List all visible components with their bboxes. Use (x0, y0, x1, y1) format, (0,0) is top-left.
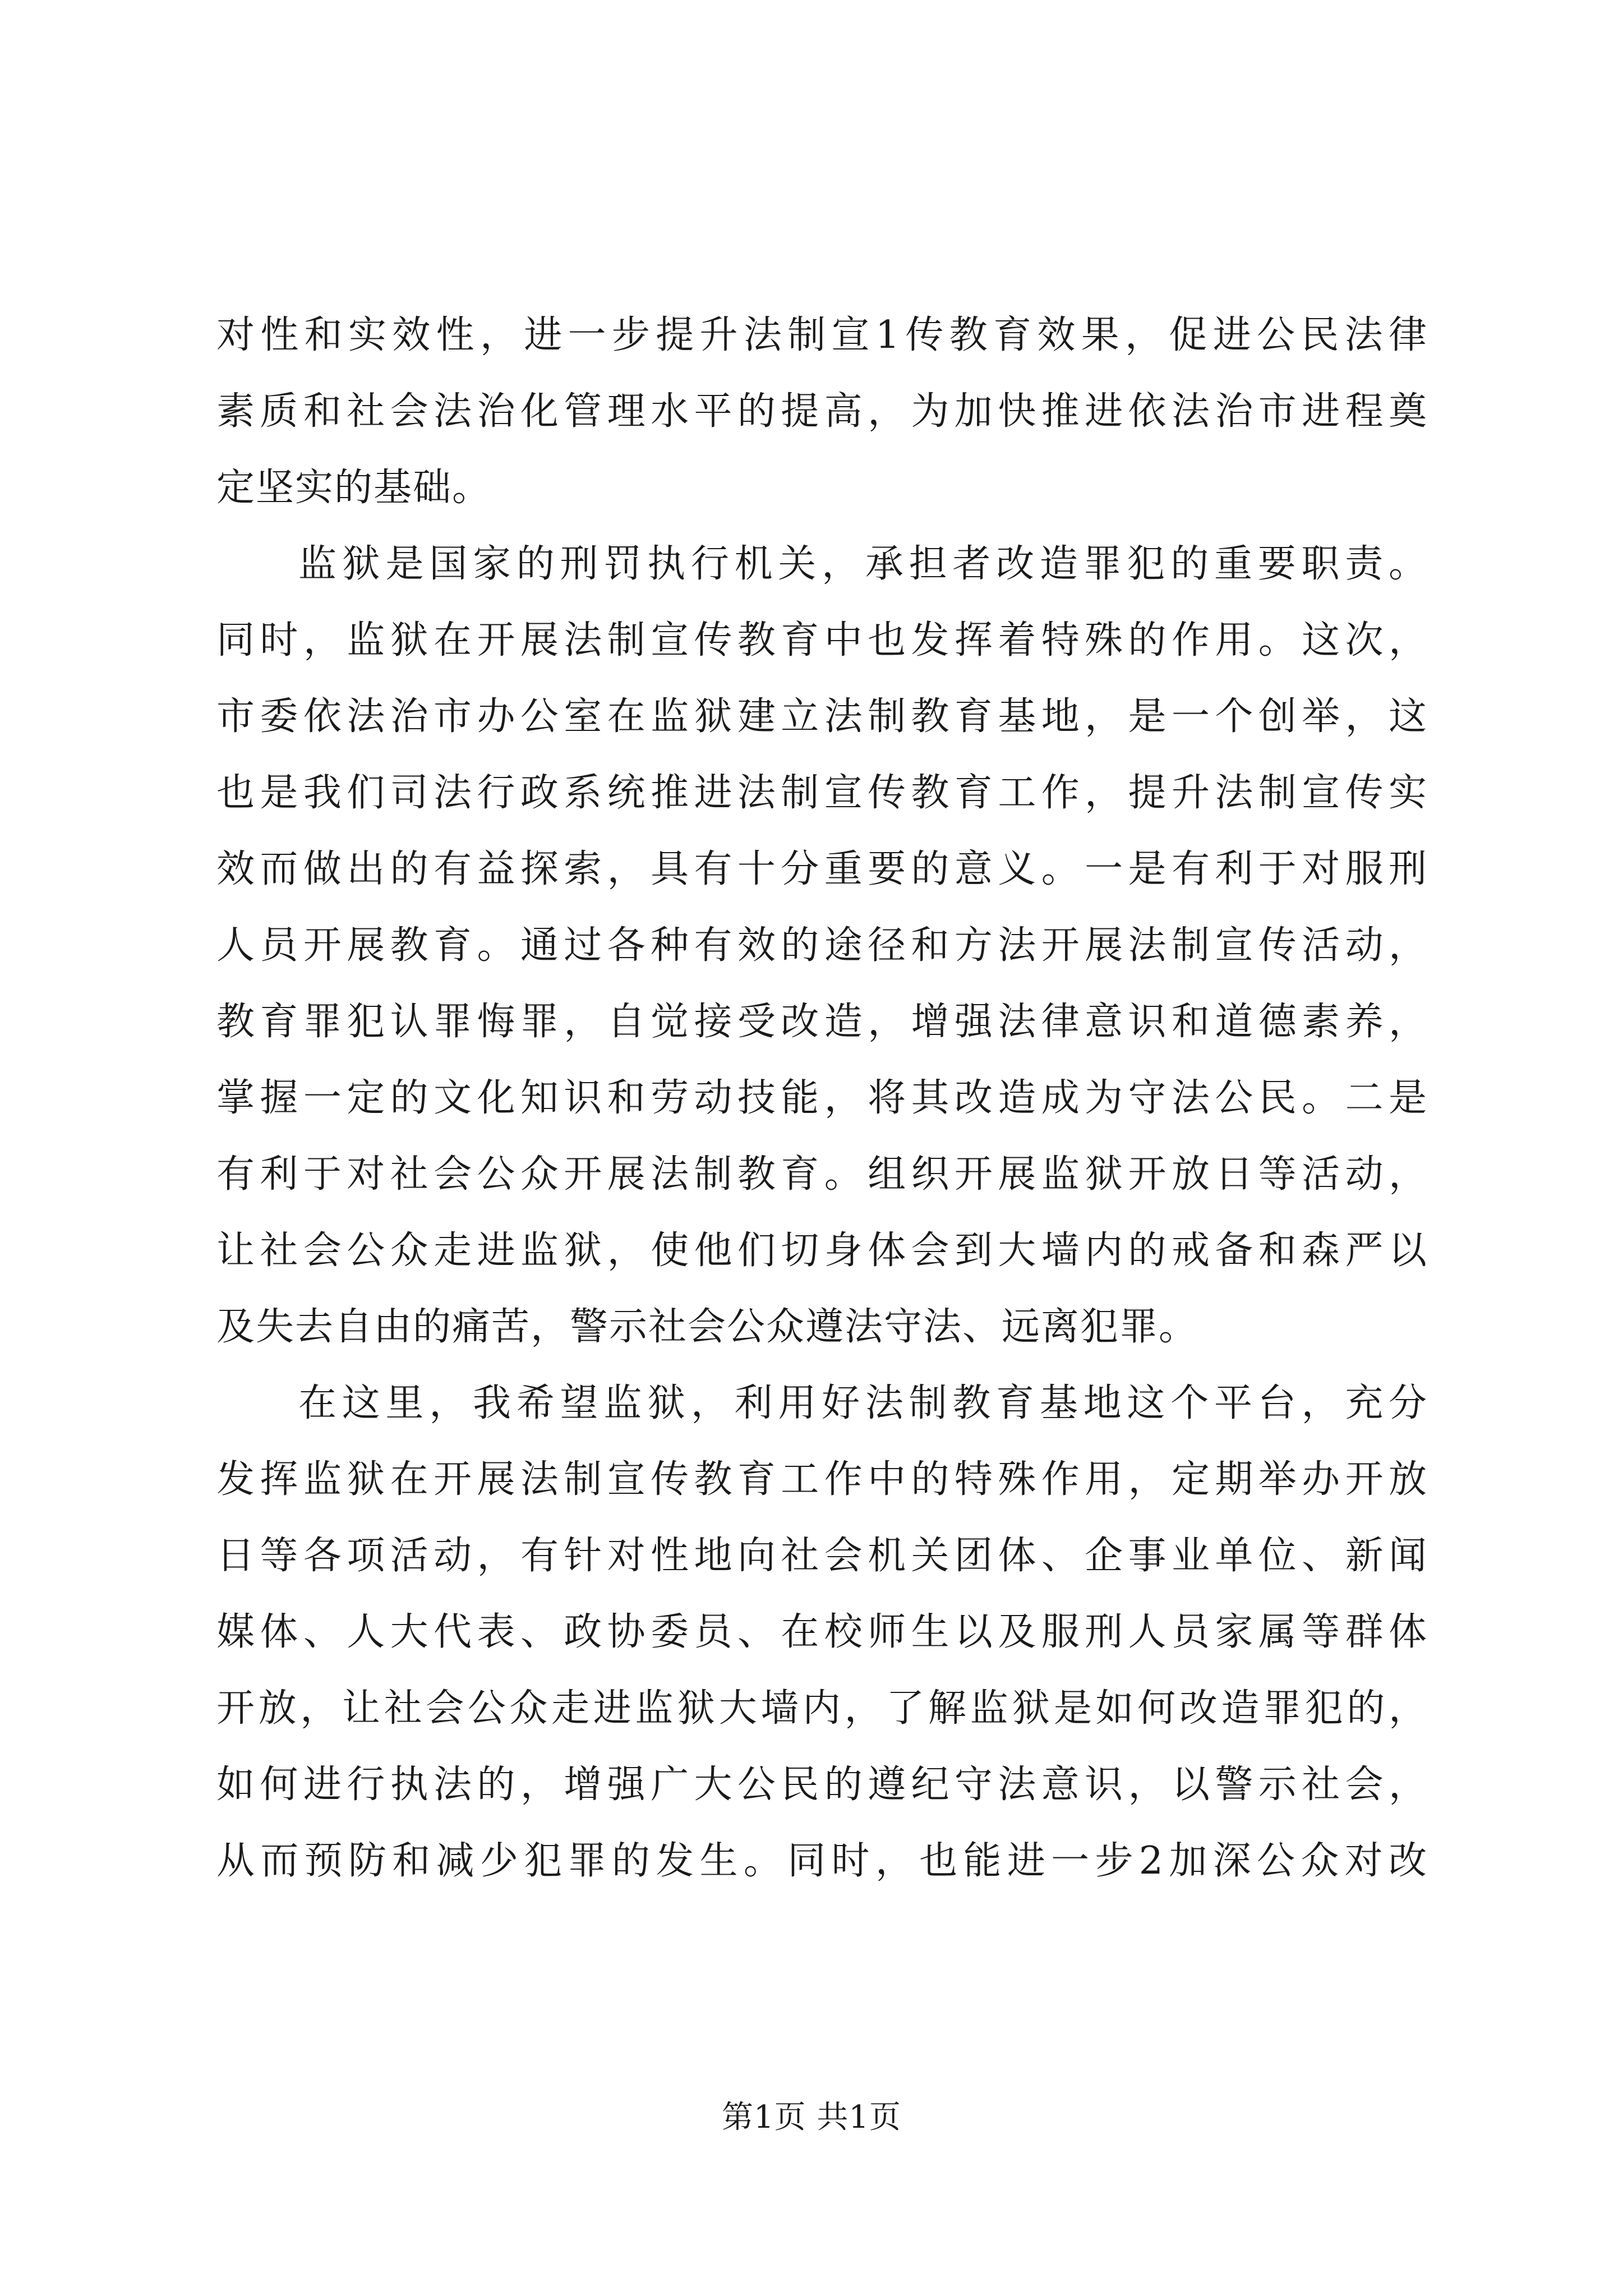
text-line: 对性和实效性，进一步提升法制宣1传教育效果，促进公民法律 (216, 313, 1428, 357)
text-line: 监狱是国家的刑罚执行机关，承担者改造罪犯的重要职责。 (298, 542, 1428, 586)
page-footer: 第1页 共1页 (721, 2099, 902, 2136)
text-line: 让社会公众走进监狱，使他们切身体会到大墙内的戒备和森严以 (216, 1228, 1428, 1273)
text-line: 有利于对社会公众开展法制教育。组织开展监狱开放日等活动， (216, 1152, 1428, 1197)
text-line: 日等各项活动，有针对性地向社会机关团体、企事业单位、新闻 (216, 1534, 1428, 1578)
text-line: 同时，监狱在开展法制宣传教育中也发挥着特殊的作用。这次， (216, 618, 1428, 662)
text-line: 定坚实的基础。 (216, 466, 492, 510)
text-line: 掌握一定的文化知识和劳动技能，将其改造成为守法公民。二是 (216, 1076, 1428, 1120)
text-line: 及失去自由的痛苦，警示社会公众遵法守法、远离犯罪。 (216, 1305, 1198, 1349)
text-line: 人员开展教育。通过各种有效的途径和方法开展法制宣传活动， (216, 923, 1428, 968)
text-line: 开放，让社会公众走进监狱大墙内，了解监狱是如何改造罪犯的， (216, 1686, 1428, 1731)
text-line: 在这里，我希望监狱，利用好法制教育基地这个平台，充分 (298, 1381, 1428, 1425)
text-line: 如何进行执法的，增强广大公民的遵纪守法意识，以警示社会， (216, 1763, 1428, 1807)
text-line: 发挥监狱在开展法制宣传教育工作中的特殊作用，定期举办开放 (216, 1457, 1428, 1502)
text-line: 效而做出的有益探索，具有十分重要的意义。一是有利于对服刑 (216, 847, 1428, 891)
text-line: 教育罪犯认罪悔罪，自觉接受改造，增强法律意识和道德素养， (216, 1000, 1428, 1044)
text-line: 媒体、人大代表、政协委员、在校师生以及服刑人员家属等群体 (216, 1610, 1428, 1654)
body-text (216, 297, 1428, 1899)
text-line: 市委依法治市办公室在监狱建立法制教育基地，是一个创举，这 (216, 694, 1428, 739)
text-line: 也是我们司法行政系统推进法制宣传教育工作，提升法制宣传实 (216, 771, 1428, 815)
text-line: 素质和社会法治化管理水平的提高，为加快推进依法治市进程奠 (216, 389, 1428, 434)
text-line: 从而预防和减少犯罪的发生。同时，也能进一步2加深公众对改 (216, 1839, 1428, 1883)
